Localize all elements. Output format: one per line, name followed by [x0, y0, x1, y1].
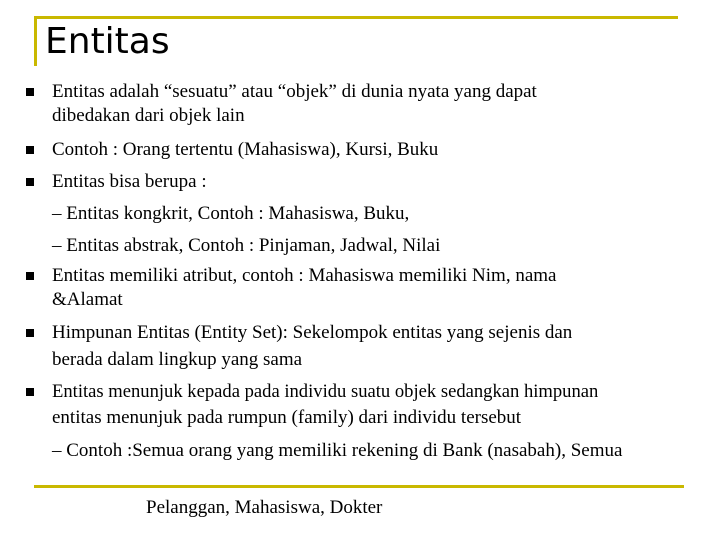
bullet-text: Entitas memiliki atribut, contoh : Mahasiswa memiliki Nim, nama	[52, 265, 557, 286]
bullet-text: Entitas adalah “sesuatu” atau “objek” di dunia nyata yang dapat	[52, 81, 537, 102]
square-bullet-icon	[26, 178, 34, 186]
slide-bottom-line	[34, 485, 684, 488]
square-bullet-icon	[26, 88, 34, 96]
sub-item-text: – Contoh :Semua orang yang memiliki rekening di Bank (nasabah), Semua	[52, 440, 623, 461]
sub-item-text: – Entitas abstrak, Contoh : Pinjaman, Jadwal, Nilai	[52, 235, 441, 256]
square-bullet-icon	[26, 388, 34, 396]
title-frame-top-line	[34, 16, 678, 19]
slide-title: Entitas	[45, 21, 170, 62]
bullet-text: Himpunan Entitas (Entity Set): Sekelompok entitas yang sejenis dan	[52, 322, 573, 343]
bullet-text: Contoh : Orang tertentu (Mahasiswa), Kursi, Buku	[52, 139, 439, 160]
bullet-text: &Alamat	[52, 289, 123, 310]
sub-item-text: – Entitas kongkrit, Contoh : Mahasiswa, Buku,	[52, 203, 410, 224]
title-frame-left-line	[34, 16, 37, 66]
square-bullet-icon	[26, 146, 34, 154]
bullet-text: berada dalam lingkup yang sama	[52, 349, 303, 370]
bullet-text: Entitas bisa berupa :	[52, 171, 207, 192]
bullet-text: Entitas menunjuk kepada pada individu suatu objek sedangkan himpunan	[52, 381, 599, 402]
square-bullet-icon	[26, 272, 34, 280]
sub-item-continuation: Pelanggan, Mahasiswa, Dokter	[146, 497, 383, 518]
bullet-text: dibedakan dari objek lain	[52, 105, 245, 126]
square-bullet-icon	[26, 329, 34, 337]
bullet-text: entitas menunjuk pada rumpun (family) dari individu tersebut	[52, 407, 522, 428]
